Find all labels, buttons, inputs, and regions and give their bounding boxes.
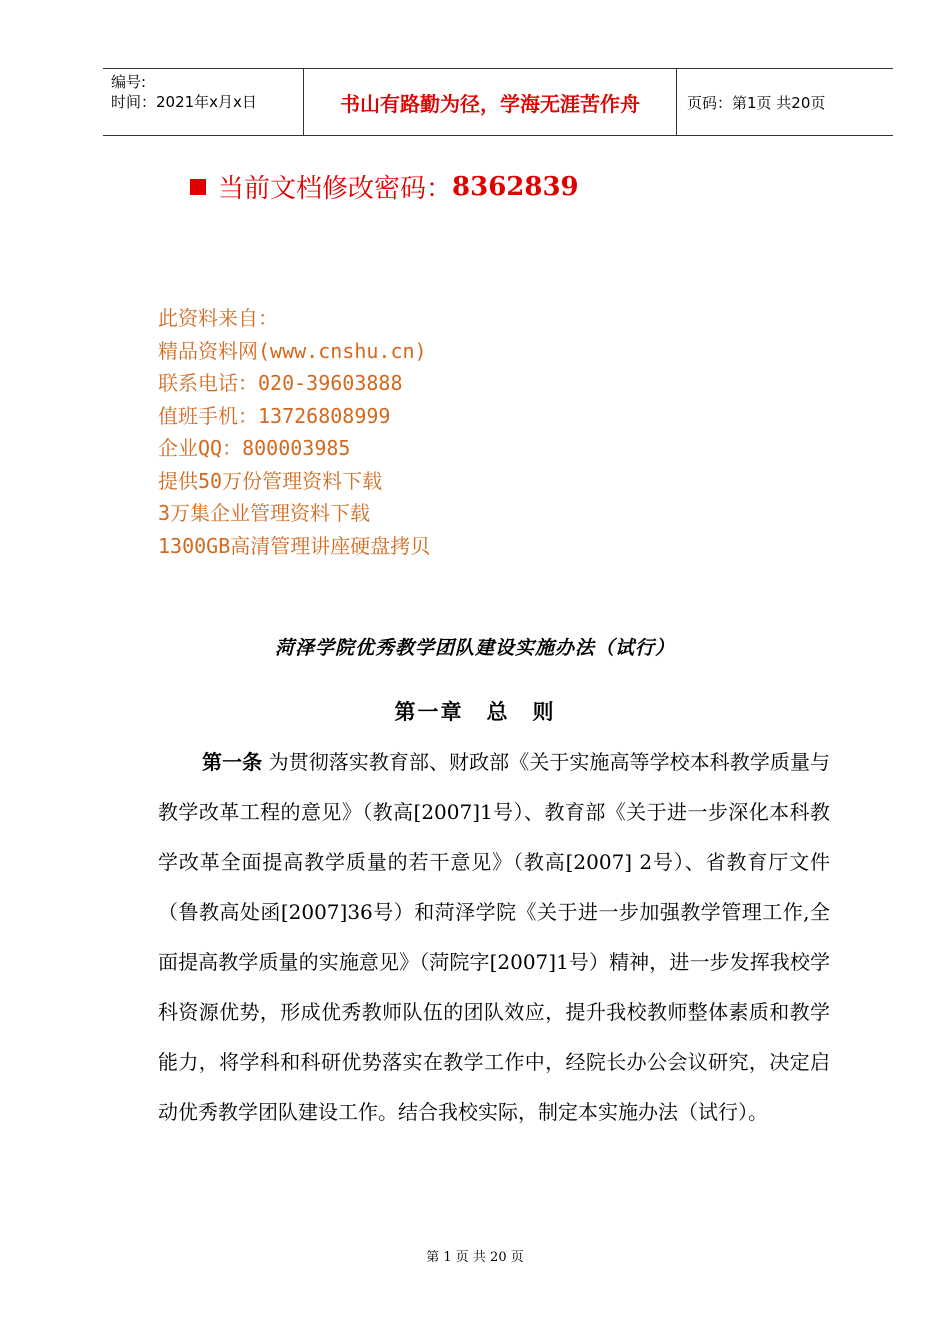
article-text: 为贯彻落实教育部、财政部《关于实施高等学校本科教学质量与教学改革工程的意见》（教高[2007]1号）、教育部《关于进一步深化本科教学改革全面提高教学质量的若干意见》（教高[2007] 2号）、省教育厅文件（鲁教高处函[2007]36号）和菏泽学院《关于进一步加强教学管理工作,全面提高教学质量的实施意见》（菏院字[2007]1号）精神，进一步发挥我校学科资源优势，形成优秀教师队伍的团队效应，提升我校教师整体素质和教学能力，将学科和科研优势落实在教学工作中，经院长办公会议研究，决定启动优秀教学团队建设工作。结合我校实际，制定本实施办法（试行）。 bbox=[158, 750, 831, 1124]
header-page-info: 页码：第1页 共20页 bbox=[687, 93, 826, 112]
header-left-cell bbox=[103, 69, 303, 135]
article-label: 第一条 bbox=[202, 750, 263, 774]
time-label: 时间：2021年x月x日 bbox=[111, 93, 257, 111]
square-bullet-icon bbox=[190, 179, 206, 195]
password-notice bbox=[190, 168, 579, 205]
chapter-heading: 第一章 总 则 bbox=[394, 699, 556, 724]
source-line: 提供50万份管理资料下载 bbox=[158, 468, 383, 493]
source-line: 值班手机：13726808999 bbox=[158, 403, 391, 428]
source-line: 企业QQ：800003985 bbox=[158, 436, 351, 460]
code-label: 编号: bbox=[111, 73, 147, 91]
page-footer: 第 1 页 共 20 页 bbox=[426, 1250, 524, 1265]
source-line: 3万集企业管理资料下载 bbox=[158, 501, 371, 525]
source-info bbox=[158, 302, 430, 562]
source-line: 联系电话：020-39603888 bbox=[158, 371, 403, 395]
document-title: 菏泽学院优秀教学团队建设实施办法（试行） bbox=[274, 637, 675, 659]
article-paragraph bbox=[158, 737, 830, 1137]
password-code: 8362839 bbox=[452, 171, 579, 202]
source-line: 精品资料网(www.cnshu.cn) bbox=[158, 338, 427, 363]
header-motto: 书山有路勤为径，学海无涯苦作舟 bbox=[303, 69, 677, 135]
header-table bbox=[103, 68, 893, 136]
password-label: 当前文档修改密码： bbox=[218, 174, 453, 204]
source-line: 1300GB高清管理讲座硬盘拷贝 bbox=[158, 533, 431, 558]
source-line: 此资料来自： bbox=[158, 306, 278, 330]
